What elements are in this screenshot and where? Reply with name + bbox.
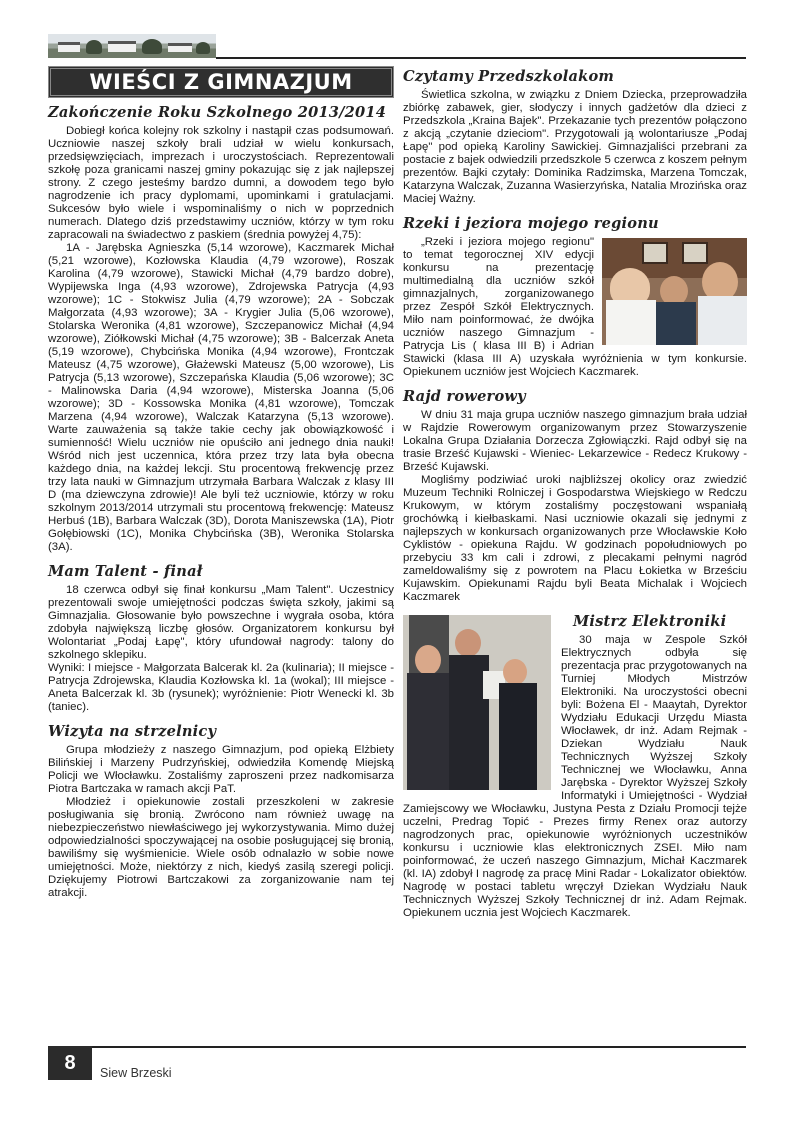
article-paragraph: W dniu 31 maja grupa uczniów naszego gimnazjum brała udział w Rajdzie Rowerowym organizowanym przez Stowarzyszenie Lokalna Grupa Działania Dorzecza Zgłowiączki. Rajd odbył się na trasie Brześć Kujawski - Wieniec- Lekarzewice - Redecz Krukowy - Brześć Kujawski.: [403, 409, 747, 473]
award-ceremony-photo: [403, 615, 551, 790]
article-talent-final: [48, 563, 394, 714]
article-bike-rally: [403, 388, 747, 604]
article-title: Mam Talent - finał: [48, 563, 203, 580]
left-column: [48, 104, 394, 909]
right-column: [403, 68, 747, 929]
article-shooting-range: [48, 723, 394, 900]
article-title: Wizyta na strzelnicy: [48, 723, 217, 740]
article-electronics-master: [403, 613, 747, 920]
publication-name: Siew Brzeski: [100, 1066, 172, 1080]
article-title: Czytamy Przedszkolakom: [403, 68, 615, 85]
article-paragraph: Grupa młodzieży z naszego Gimnazjum, pod opieką Elżbiety Bilińskiej i Marzeny Pudrzyńskiej, odwiedziła Komendę Miejską Policji we Włocławku. Zostaliśmy zaproszeni przez nadkomisarza Piotra Bartczaka w ramach akcji PaT.: [48, 744, 394, 795]
students-award-photo: [602, 238, 747, 345]
article-title: Rzeki i jeziora mojego regionu: [403, 215, 659, 232]
article-end-of-year: [48, 104, 394, 554]
article-title: Mistrz Elektroniki: [573, 613, 727, 630]
article-paragraph: 18 czerwca odbył się finał konkursu „Mam Talent". Uczestnicy prezentowali swoje umiejętności podczas święta szkoły, jakimi są Gimnazjalia. Głosowanie było powszechne i wygrała osoba, która zdobyła największą liczbę głosów. Organizatorem konkursu był Wolontariat „Podaj Łapę", który ufundował nagrody: talony do szkolnego sklepiku.: [48, 584, 394, 661]
article-paragraph: Mogliśmy podziwiać uroki najbliższej okolicy oraz zwiedzić Muzeum Techniki Rolniczej i Gospodarstwa Wiejskiego w Redczu Krukowym, w którym zostaliśmy poczęstowani wspaniałą grochówką i kiełbaskami. Nasi uczniowie okazali się jednymi z najlepszych w konkursach organizowanych prze Włocławskie Koło Cyklistów - opiekuna Rajdu. W godzinach popołudniowych po przebyciu 33 km cali i zdrowi, z plecakami pełnymi nagród zameldowaliśmy się z powrotem na Placu Łokietka w Brześciu Kujawskim. Opiekunami Rajdu byli Beata Michalak i Wojciech Kaczmarek: [403, 474, 747, 603]
article-reading-preschool: [403, 68, 747, 206]
footer-rule: [92, 1046, 746, 1048]
article-rivers-lakes: [403, 215, 747, 379]
header-rule: [216, 57, 746, 59]
article-title: Zakończenie Roku Szkolnego 2013/2014: [48, 104, 387, 121]
header-village-photo: [48, 34, 216, 58]
article-title: Rajd rowerowy: [403, 388, 526, 405]
article-paragraph: Dobiegł końca kolejny rok szkolny i nastąpił czas podsumowań. Uczniowie naszej szkoły brali udział w wielu konkursach, przedsięwzięciach, imprezach i uroczystościach. Reprezentowali szkołę poza granicami naszej gminy pokazując się z jak najlepszej strony. Z czego jesteśmy bardzo dumni, a dowodem tego było nagrodzenie ich pracy dyplomami, upominkami i gratulacjami. Sukcesów było wiele i wspominaliśmy o nich w poprzednich numerach. Dlatego dziś przedstawimy uczniów, którzy w tym roku zapracowali na świadectwo z paskiem (średnia powyżej 4,75):: [48, 125, 394, 241]
article-paragraph: Świetlica szkolna, w związku z Dniem Dziecka, przeprowadziła zbiórkę zabawek, gier, słodyczy i innych gadżetów dla dzieci z Przedszkola „Kraina Bajek". Przekazanie tych prezentów połączono z akcją „czytanie dzieciom". Przygotowali ją wolontariusze „Podaj Łapę" pod opieką Karoliny Sawickiej. Gimnazjaliści przebrani za postacie z bajek odwiedzili przedszkole 5 czerwca z koszem pełnym prezentów. Bajki czytały: Dominika Radzimska, Marzena Tomczak, Katarzyna Walczak, Zuzanna Wasierzyńska, Natalia Mrozińska oraz Maciej Ważny.: [403, 89, 747, 205]
article-paragraph: Wyniki: I miejsce - Małgorzata Balcerak kl. 2a (kulinaria); II miejsce - Patrycja Zdrojewska, Klaudia Kozłowska kl. 1a (wokal); III miejsce - Aneta Balcerzak kl. 3b (rysunek); wyróżnienie: Piotr Wenecki kl. 3b (taniec).: [48, 662, 394, 713]
article-paragraph: „Rzeki i jeziora mojego regionu" to temat tegorocznej XIV edycji konkursu na prezentację multimedialną dla uczniów szkół gimnazjalnych, zorganizowanego przez Zespół Szkół Elektrycznych. Miło nam poinformować, że dwójka uczniów naszego Gimnazjum - Patrycja Lis ( klasa III B) i Adrian Stawicki (klasa III A) uzyskała wyróżnienia w tym konkursie. Opiekunem uczniów jest Wojciech Kaczmarek.: [403, 236, 747, 378]
article-paragraph: Młodzież i opiekunowie zostali przeszkoleni w zakresie posługiwania się bronią. Zwrócono nam również uwagę na niebezpieczeństwo niewłaściwego jej wykorzystywania. Mimo dużej odpowiedzialności spoczywającej na osobie posługującej się bronią, bawiliśmy się wyśmienicie. Wiele osób odnalazło w sobie nowe umiejętności. Może, niektórzy z nich, kiedyś zasilą szeregi policji. Dziękujemy Piotrowi Bartczakowi za zorganizowanie nam tej atrakcji.: [48, 796, 394, 899]
page-number: 8: [48, 1046, 92, 1080]
article-paragraph: 1A - Jarębska Agnieszka (5,14 wzorowe), Kaczmarek Michał (5,21 wzorowe), Kozłowska Klaudia (4,79 wzorowe), Roszak Karolina (4,79 wzorowe), Stawicki Michał (4,79 bardzo dobre), Wypijewska Inga (4,93 wzorowe), Zdrojewska Patrycja (4,93 wzorowe); 1C - Stokwisz Julia (4,79 wzorowe); 2A - Sobczak Małgorzata (4,93 wzorowe); 3A - Krygier Julia (5,06 wzorowe), Stolarska Weronika (4,81 wzorowe), Szczepanowicz Michał (4,94 wzorowe), Ziółkowski Michał (4,75 wzorowe); 3B - Balcerzak Aneta (5,19 wzorowe), Chybcińska Monika (4,94 wzorowe), Frontczak Mateusz (4,75 wzorowe), Głażewski Mateusz (5,00 wzorowe), Lis Patrycja (5,13 wzorowe), Szczepańska Klaudia (5,06 wzorowe); 3C - Malinowska Daria (4,94 wzorowe), Misterska Joanna (5,06 wzorowe); 3D - Kossowska Monika (4,81 wzorowe), Tomczak Marzena (4,94 wzorowe), Walczak Katarzyna (5,13 wzorowe). Warte zauważenia są także takie cechy jak obowiązkowość i sumienność! Wielu uczniów nie opuściło ani jednego dnia nauki! Wśród nich jest uczennica, która przez trzy lata była obecna każdego dnia, na każdej lekcji. Stu procentową frekwencję przez trzy lata nauki w Gimnazjum utrzymała Barbara Walczak z klasy III D (ma dziewczyna zdrowie)! Ale byli też uczniowie, którzy w roku szkolnym 2013/2014 utrzymali stu procentową frekwencję: Mateusz Herbuś (1B), Barbara Walczak (3D), Dorota Maniszewska (1A), Piotr Gołębiowski (1C), Monika Chybcińska (3B), Weronika Stolarska (3A).: [48, 242, 394, 553]
article-paragraph: 30 maja w Zespole Szkół Elektrycznych odbyła się prezentacja prac przygotowanych na Turniej Młodych Mistrzów Elektroniki. Na uroczystości obecni byli: Bożena El - Maaytah, Dyrektor Wydziału Edukacji Urzędu Miasta Włocławek, dr inż. Adam Rejmak - Dziekan Wydziału Nauk Technicznych Wyższej Szkoły Technicznej we Włocławku, Anna Jarębska - Dyrektor Wyższej Szkoły Informatyki i Umiejętności - Wydział Zamiejscowy we Włocławku, Justyna Pesta z Działu Promocji tejże uczelni, Predrag Topić - Prezes firmy Renex oraz autorzy nagrodzonych prac, opiekunowie wyróżnionych uczestników konkursu i uczniowie klas elektronicznych ZSEI. Miło nam poinformować, że uczeń naszego Gimnazjum, Michał Kaczmarek (kl. IA) zdobył I nagrodę za pracę Mini Radar - Lokalizator obiektów. Nagrodę w postaci tabletu wręczył Dziekan Wydziału Nauk Technicznych Wyższej Szkoły Technicznej dr inż. Adam Rejmak. Opiekunem ucznia jest Wojciech Kaczmarek.: [403, 634, 747, 919]
section-banner-title: WIEŚCI Z GIMNAZJUM: [48, 66, 394, 98]
